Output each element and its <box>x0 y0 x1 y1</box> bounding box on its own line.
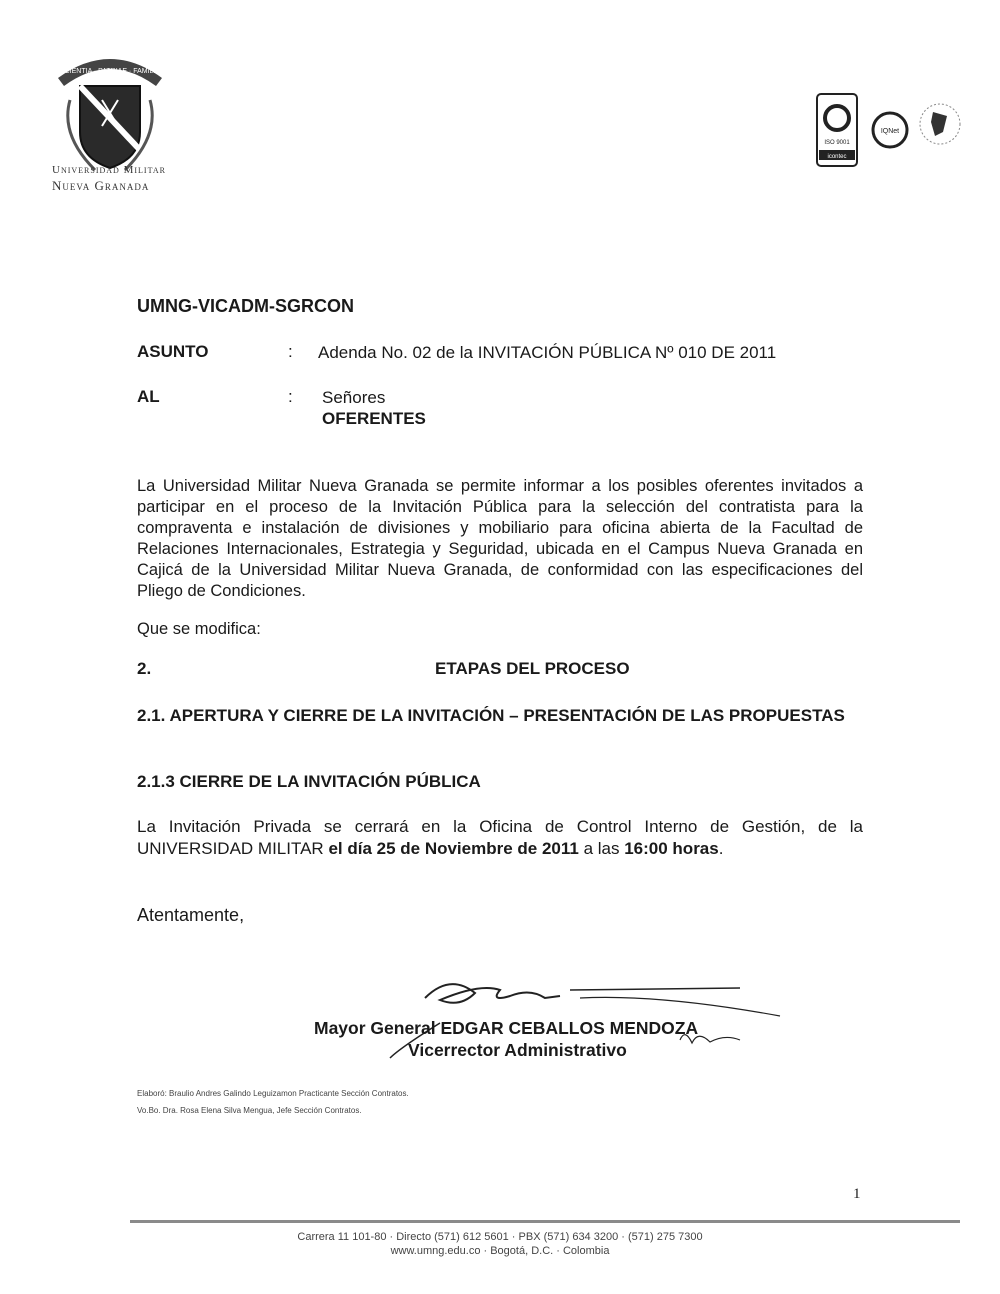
subsection-heading-2-1-3: 2.1.3 CIERRE DE LA INVITACIÓN PÚBLICA <box>137 772 481 791</box>
section-number: 2. <box>137 659 152 678</box>
colombia-map-icon <box>931 112 947 136</box>
que-se-modifica: Que se modifica: <box>137 620 261 638</box>
asunto-value: Adenda No. 02 de la INVITACIÓN PÚBLICA Nº 010 DE 2011 <box>318 343 777 362</box>
al-value-line1: Señores <box>322 388 386 407</box>
vobo-note: Vo.Bo. Dra. Rosa Elena Silva Mengua, Jefe Sección Contratos. <box>137 1106 362 1115</box>
al-label: AL <box>137 387 160 406</box>
para2-text-2: a las <box>578 839 625 858</box>
iso-label: ISO 9001 <box>824 140 850 146</box>
icontec-label: icontec <box>827 154 847 160</box>
subsection-heading-2-1: 2.1. APERTURA Y CIERRE DE LA INVITACIÓN – PRESENTACIÓN DE LAS PROPUESTAS <box>137 706 845 725</box>
university-name-line2: Nueva Granada <box>52 178 150 193</box>
footer-address-line1: Carrera 11 101-80 · Directo (571) 612 5601 · PBX (571) 634 3200 · (571) 275 7300 <box>297 1231 703 1243</box>
icontec-c-icon <box>825 106 849 130</box>
footer-rule <box>130 1220 960 1223</box>
para2-date: el día 25 de Noviembre de 2011 <box>328 839 579 858</box>
asunto-label: ASUNTO <box>137 342 209 361</box>
elaboro-note: Elaboró: Braulio Andres Galindo Leguizamon Practicante Sección Contratos. <box>137 1089 409 1098</box>
section-title: ETAPAS DEL PROCESO <box>435 659 630 678</box>
signer-name: Mayor General EDGAR CEBALLOS MENDOZA <box>314 1018 699 1038</box>
page-number: 1 <box>853 1186 861 1202</box>
body-paragraph-1: La Universidad Militar Nueva Granada se permite informar a los posibles oferentes invitados a participar en el proceso de la Invitación Pública para la selección del contratista para la compraventa e instalación de divisiones y mobiliario para oficina abierta de la Facultad de Relaciones Internacionales, Estrategia y Seguridad, ubicada en el Campus Nueva Granada en Cajicá de la Universidad Militar Nueva Granada, de conformidad con las especificaciones del Pliego de Condiciones. <box>137 477 863 600</box>
para2-time: 16:00 horas <box>624 839 719 858</box>
closing-salutation: Atentamente, <box>137 905 245 925</box>
al-value-line2: OFERENTES <box>322 409 426 428</box>
para2-end: . <box>718 839 724 858</box>
al-colon: : <box>288 387 293 406</box>
para2-text-1: La Invitación Privada se cerrará en la Oficina de Control Interno de Gestión, de la UNIVERSIDAD MILITAR <box>137 817 863 858</box>
body-paragraph-2 <box>137 816 863 860</box>
signer-title: Vicerrector Administrativo <box>408 1040 627 1060</box>
iqnet-label: IQNet <box>880 128 900 135</box>
certification-logos <box>815 92 965 172</box>
seal-ribbon-text: SCIENTIA · PATRIAE · FAMILIA <box>59 68 161 75</box>
footer-address-line2: www.umng.edu.co · Bogotá, D.C. · Colombia <box>390 1245 610 1257</box>
memo-reference: UMNG-VICADM-SGRCON <box>137 296 354 316</box>
university-name-line1: Universidad Militar <box>52 164 166 176</box>
asunto-colon: : <box>288 342 293 361</box>
